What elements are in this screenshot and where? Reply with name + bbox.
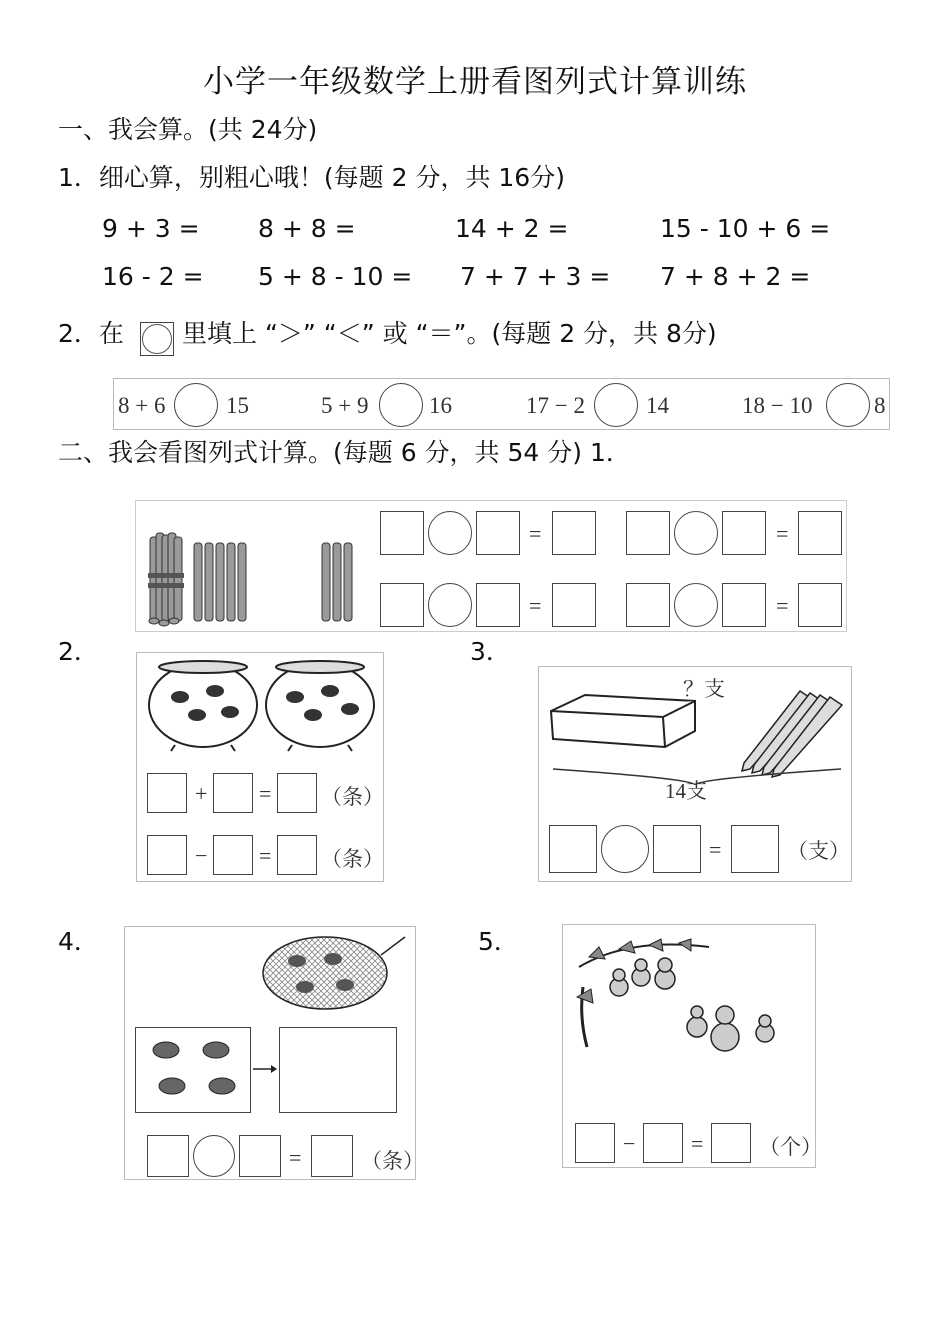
answer-box[interactable] — [213, 835, 253, 875]
q1-label: 1．细心算，别粗心哦！(每题 2 分，共 16分) — [58, 163, 565, 192]
answer-box[interactable] — [798, 511, 842, 555]
compare-right: 8 — [874, 393, 886, 418]
answer-box[interactable] — [277, 773, 317, 813]
answer-box[interactable] — [239, 1135, 281, 1177]
problem4-frame — [124, 926, 424, 1180]
q1-problem: 5 + 8 - 10 = — [258, 262, 413, 291]
q1-problem: 8 + 8 = — [258, 214, 356, 243]
compare-left: 8 + 6 — [118, 393, 166, 418]
operator-circle[interactable] — [674, 583, 718, 627]
q1-problem: 9 + 3 = — [102, 214, 200, 243]
equals-sign: = — [776, 521, 789, 546]
answer-box[interactable] — [722, 583, 766, 627]
equals-sign: = — [691, 1131, 704, 1156]
answer-box[interactable] — [549, 825, 597, 873]
unit-label: （条） — [361, 1149, 424, 1173]
answer-box[interactable] — [626, 583, 670, 627]
answer-box[interactable] — [277, 835, 317, 875]
answer-box[interactable] — [731, 825, 779, 873]
equals-sign: = — [529, 593, 542, 618]
compare-circle[interactable] — [826, 383, 870, 427]
compare-right: 14 — [646, 393, 669, 418]
operator-circle[interactable] — [428, 583, 472, 627]
question-label: ？支 — [683, 677, 725, 701]
equals-sign: = — [529, 521, 542, 546]
answer-box[interactable] — [722, 511, 766, 555]
operator-circle[interactable] — [428, 511, 472, 555]
unit-label: （条） — [321, 785, 384, 809]
compare-right: 16 — [429, 393, 452, 418]
answer-box[interactable] — [798, 583, 842, 627]
answer-box[interactable] — [147, 1135, 189, 1177]
compare-strip — [113, 378, 890, 430]
compare-left: 17 − 2 — [526, 393, 585, 418]
answer-box[interactable] — [653, 825, 701, 873]
problem2-label: 2． — [58, 637, 99, 666]
section2-heading: 二、我会看图列式计算。(每题 6 分，共 54 分) 1． — [58, 438, 631, 467]
operator-circle[interactable] — [601, 825, 649, 873]
unit-label: （支） — [787, 839, 850, 863]
problem5-label: 5． — [478, 927, 519, 956]
equals-sign: = — [259, 843, 272, 868]
answer-box[interactable] — [552, 511, 596, 555]
answer-box[interactable] — [552, 583, 596, 627]
q2-example-circle — [142, 324, 172, 354]
compare-left: 5 + 9 — [321, 393, 369, 418]
answer-box[interactable] — [213, 773, 253, 813]
q2-example-box — [140, 322, 174, 356]
answer-box[interactable] — [147, 835, 187, 875]
unit-label: （条） — [321, 847, 384, 871]
minus-sign: − — [195, 843, 208, 868]
total-label: 14支 — [665, 779, 707, 803]
q2-label-start: 2．在 — [58, 319, 124, 348]
unit-label: （个） — [759, 1135, 822, 1159]
compare-left: 18 − 10 — [742, 393, 813, 418]
operator-circle[interactable] — [193, 1135, 235, 1177]
equals-sign: = — [289, 1145, 302, 1170]
answer-box[interactable] — [476, 583, 520, 627]
compare-circle[interactable] — [379, 383, 423, 427]
answer-box[interactable] — [575, 1123, 615, 1163]
answer-box[interactable] — [311, 1135, 353, 1177]
problem3-label: 3． — [470, 637, 511, 666]
answer-box[interactable] — [380, 583, 424, 627]
answer-box[interactable] — [711, 1123, 751, 1163]
fishbowls-illustration — [145, 657, 377, 753]
answer-box[interactable] — [626, 511, 670, 555]
plus-sign: + — [195, 781, 208, 806]
q1-problem: 7 + 7 + 3 = — [460, 262, 611, 291]
equals-sign: = — [709, 837, 722, 862]
operator-circle[interactable] — [674, 511, 718, 555]
q1-problem: 16 - 2 = — [102, 262, 204, 291]
problem5-frame — [562, 924, 822, 1168]
arrow-icon — [253, 1063, 279, 1075]
equals-sign: = — [776, 593, 789, 618]
fish-group-box — [135, 1027, 251, 1113]
compare-circle[interactable] — [594, 383, 638, 427]
minus-sign: − — [623, 1131, 636, 1156]
answer-box[interactable] — [476, 511, 520, 555]
page-title: 小学一年级数学上册看图列式计算训练 — [203, 64, 747, 100]
q2-label-end: 里填上 “＞” “＜” 或 “＝”。(每题 2 分，共 8分) — [182, 319, 717, 348]
q1-problem: 14 + 2 = — [455, 214, 569, 243]
section1-heading: 一、我会算。(共 24分) — [58, 115, 318, 144]
problem1-frame — [135, 500, 847, 632]
answer-box[interactable] — [380, 511, 424, 555]
equals-sign: = — [259, 781, 272, 806]
problem2-frame — [136, 652, 384, 882]
answer-box[interactable] — [643, 1123, 683, 1163]
answer-box[interactable] — [147, 773, 187, 813]
empty-drawing-box[interactable] — [279, 1027, 397, 1113]
compare-circle[interactable] — [174, 383, 218, 427]
fish-icons — [136, 1028, 248, 1110]
problem4-label: 4． — [58, 927, 99, 956]
sticks-illustration — [142, 529, 372, 629]
q1-problem: 15 - 10 + 6 = — [660, 214, 831, 243]
fishing-net-illustration — [261, 931, 411, 1011]
gourds-illustration — [569, 927, 809, 1097]
q1-problem: 7 + 8 + 2 = — [660, 262, 811, 291]
compare-right: 15 — [226, 393, 249, 418]
problem3-frame — [538, 666, 852, 882]
